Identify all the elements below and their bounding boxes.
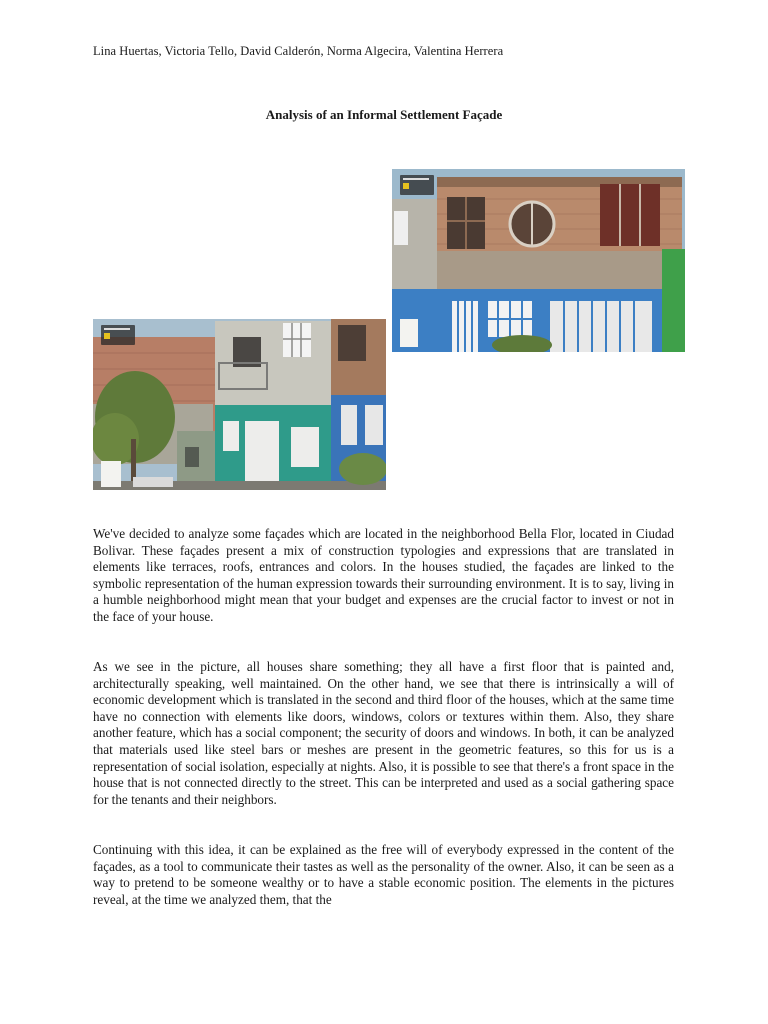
paragraph-text: As we see in the picture, all houses share something; they all have a first floor that is painted and, architecturally speaking, well maintained. On the other hand, we see that there is intrinsically a will of economic development which is translated in the second and third floor of the houses, which at the same time have no connection with elements like doors, windows, colors or textures within them. Also, they share another feature, which has a social component; the security of doors and windows. In both, it can be analyzed that materials used like steel bars or meshes are present in the geometric features, so this for us is a representation of social isolation, especially at nights. Also, it is possible to see that there's a front space in the house that is not connected directly to the street. This can be interpreted and used as a social gathering space for the tenants and their neighbors. [93,659,674,807]
paragraph-text: Continuing with this idea, it can be explained as the free will of everybody expressed in the content of the façades, as a tool to communicate their tastes as well as the personality of the owner. Also, it can be seen as a way to pretend to be someone wealthy or to have a stable economic position. The elements in the pictures reveal, at the time we analyzed them, that the [93,842,674,907]
author-list: Lina Huertas, Victoria Tello, David Calderón, Norma Algecira, Valentina Herrera [93,44,504,58]
facade-photo-2 [93,319,386,490]
streetview-info-chip [101,325,135,345]
paragraph-1 [93,526,674,626]
paragraph-3 [93,842,674,908]
streetview-info-chip [400,175,434,195]
facade-photo-1 [392,169,685,352]
paragraph-2 [93,659,674,808]
paragraph-text: We've decided to analyze some façades which are located in the neighborhood Bella Flor, located in Ciudad Bolivar. These façades present a mix of construction typologies and expressions that are translated in elements like terraces, roofs, entrances and colors. In the houses studied, the façades are linked to the symbolic representation of the human expression towards their surrounding environment. It is to say, living in a humble neighborhood might mean that your budget and expenses are the crucial factor to invest or not in the face of your house. [93,526,674,624]
document-title: Analysis of an Informal Settlement Façade [265,107,503,122]
